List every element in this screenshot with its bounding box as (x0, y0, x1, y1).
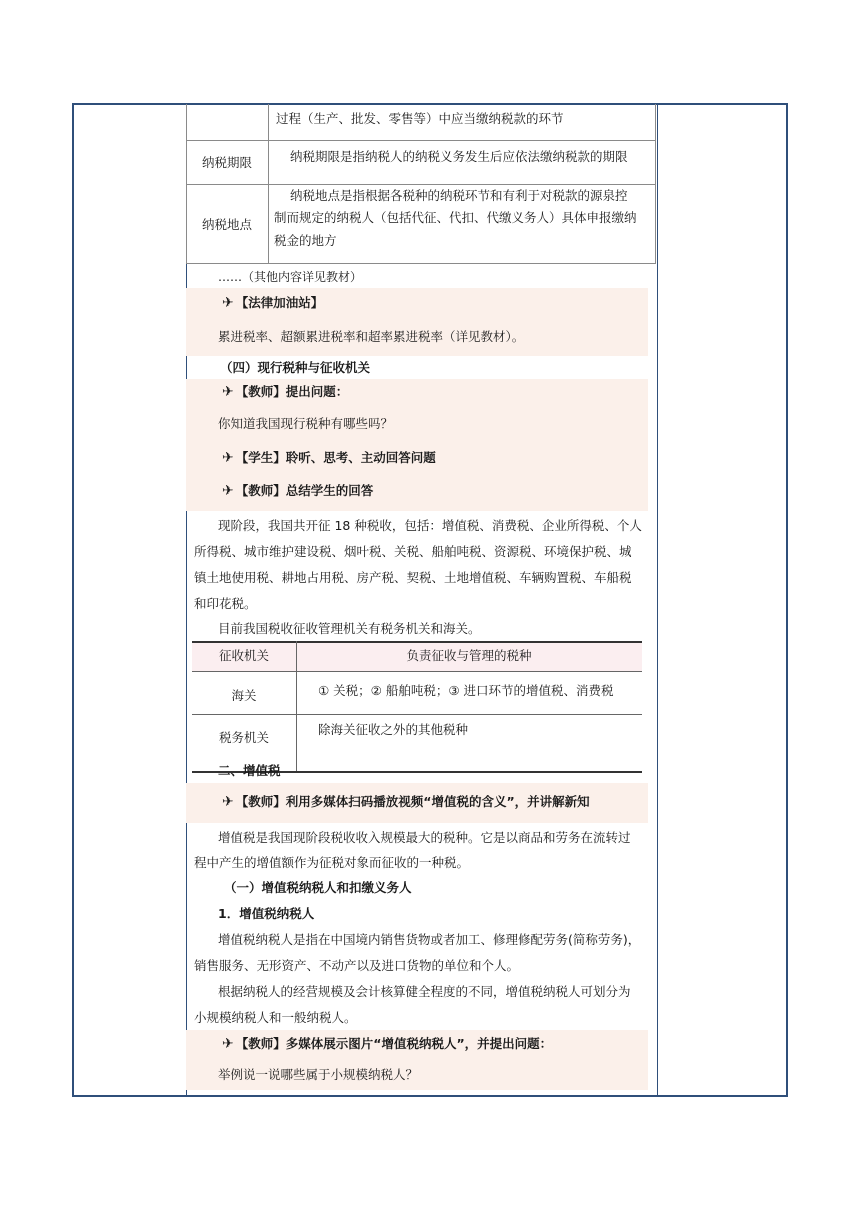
vat-p1-line1: 增值税是我国现阶段税收收入规模最大的税种。它是以商品和劳务在流转过 (218, 830, 631, 845)
teacher-video-header: ✈ 【教师】利用多媒体扫码播放视频“增值税的含义”，并讲解新知 (222, 794, 590, 810)
airplane-icon: ✈ (222, 483, 234, 499)
row1-label: 纳税期限 (201, 155, 252, 170)
teacher-picture-header: ✈ 【教师】多媒体展示图片“增值税纳税人”，并提出问题： (222, 1036, 553, 1052)
sub1-1-title: 1．增值税纳税人 (218, 906, 315, 921)
law-text: 累进税率、超额累进税率和超率累进税率（详见教材）。 (218, 329, 525, 344)
row0-text: 过程（生产、批发、零售等）中应当缴纳税款的环节 (276, 111, 564, 126)
more-note: ……（其他内容详见教材） (218, 270, 363, 284)
sub1-title: （一）增值税纳税人和扣缴义务人 (224, 880, 412, 895)
tax-elements-table (186, 104, 656, 264)
section2-title: 二、增值税 (218, 763, 281, 778)
row2-line3: 税金的地方 (274, 233, 337, 248)
law-header: ✈ 【法律加油站】 (222, 295, 324, 311)
row1-text: 纳税期限是指纳税人的纳税义务发生后应依法缴纳税款的期限 (290, 149, 628, 164)
teacher-summary-header: ✈ 【教师】总结学生的回答 (222, 483, 374, 499)
vat-p3-line1: 根据纳税人的经营规模及会计核算健全程度的不同，增值税纳税人可划分为 (218, 984, 631, 999)
vat-p2-line2: 销售服务、无形资产、不动产以及进口货物的单位和个人。 (194, 958, 520, 973)
teacher-picture-question: 举例说一说哪些属于小规模纳税人？ (218, 1067, 419, 1082)
para1-line3: 镇土地使用税、耕地占用税、房产税、契税、土地增值税、车辆购置税、车船税 (194, 570, 632, 585)
vat-p2-line1: 增值税纳税人是指在中国境内销售货物或者加工、修理修配劳务(简称劳务)， (218, 932, 641, 947)
frame-divider-right (657, 105, 658, 1095)
row1-authority: 海关 (231, 688, 257, 703)
airplane-icon: ✈ (222, 450, 234, 466)
row1-taxes: ① 关税；② 船舶吨税；③ 进口环节的增值税、消费税 (318, 683, 614, 698)
para1-line4: 和印花税。 (194, 596, 257, 611)
vat-p1-line2: 程中产生的增值额作为征税对象而征收的一种税。 (194, 855, 470, 870)
teacher-question-header: ✈ 【教师】提出问题： (222, 384, 349, 400)
airplane-icon: ✈ (222, 384, 234, 400)
para2: 目前我国税收征收管理机关有税务机关和海关。 (218, 621, 481, 636)
para1-line2: 所得税、城市维护建设税、烟叶税、关税、船舶吨税、资源税、环境保护税、城 (194, 544, 632, 559)
teacher-question-text: 你知道我国现行税种有哪些吗？ (218, 416, 394, 431)
vat-p3-line2: 小规模纳税人和一般纳税人。 (194, 1010, 357, 1025)
row2-label: 纳税地点 (201, 217, 252, 232)
para1-line1: 现阶段，我国共开征 18 种税收，包括：增值税、消费税、企业所得税、个人 (218, 518, 642, 533)
row2-line2: 制而规定的纳税人（包括代征、代扣、代缴义务人）具体申报缴纳 (274, 210, 637, 225)
col1-header: 征收机关 (218, 648, 269, 663)
section4-title: （四）现行税种与征收机关 (220, 360, 371, 375)
airplane-icon: ✈ (222, 794, 234, 810)
row2-taxes: 除海关征收之外的其他税种 (318, 722, 469, 737)
student-header: ✈ 【学生】聆听、思考、主动回答问题 (222, 450, 436, 466)
row2-authority: 税务机关 (218, 730, 269, 745)
row2-line1: 纳税地点是指根据各税种的纳税环节和有利于对税款的源泉控 (290, 188, 628, 203)
airplane-icon: ✈ (222, 295, 234, 311)
col2-header: 负责征收与管理的税种 (406, 648, 532, 663)
airplane-icon: ✈ (222, 1036, 234, 1052)
